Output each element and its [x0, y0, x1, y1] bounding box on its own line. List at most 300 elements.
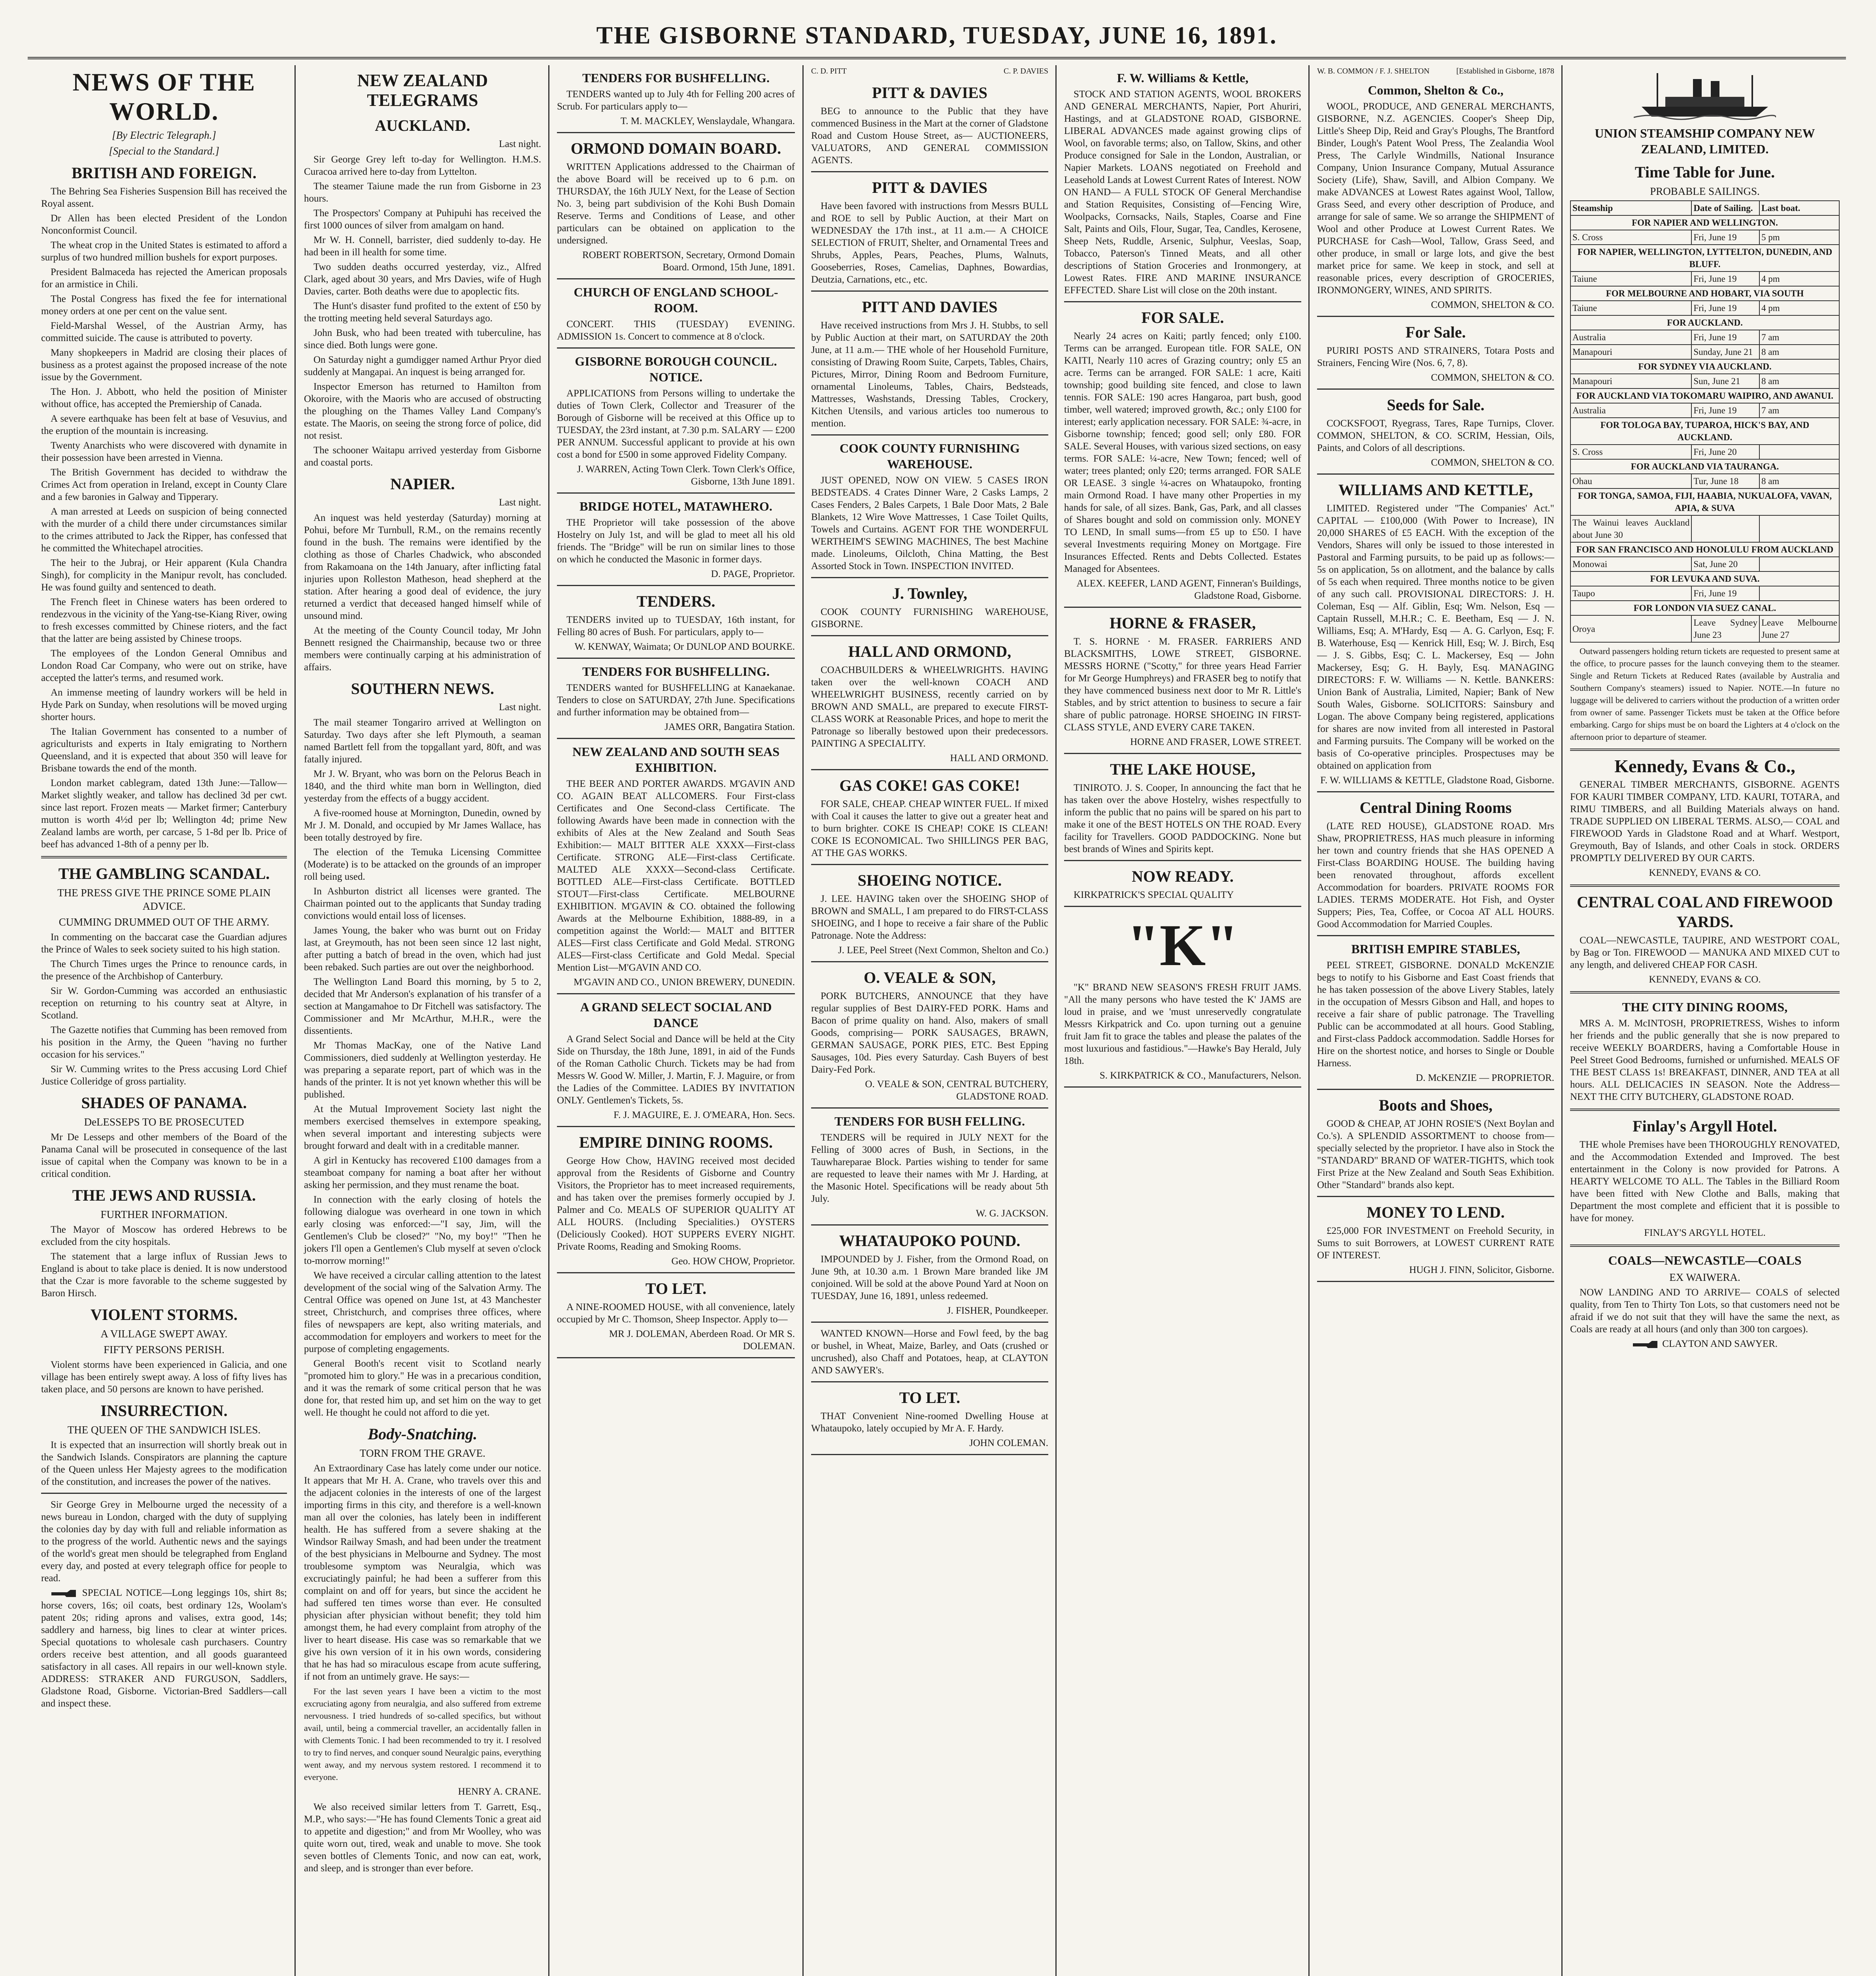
ad-text: "K" BRAND NEW SEASON'S FRESH FRUIT JAMS. "All the many persons who have tested the K' JAMS are loud in praise, and we 'must unreservedly congratulate Messrs Kirkpatrick and Co. upon turning out a genuine fruit Jam fit to grace the tables and please the palates of the most luxurious and fastidious."—Hawke's Bay Herald, July 18th. — [1064, 982, 1301, 1066]
ad-divider — [1064, 753, 1301, 754]
table-cell: S. Cross — [1570, 230, 1691, 245]
table-row — [1570, 403, 1839, 418]
ad-heading: HORNE & FRASER, — [1109, 614, 1256, 632]
advertisement — [1317, 395, 1554, 475]
news-paragraph: It is expected that an insurrection will shortly break out in the Sandwich Islands. Conspirators are planning the capture of the Queen unless Her Majesty agrees to the modification of the constitution, and increases the power of the natives. — [41, 1440, 287, 1487]
news-title: NEWS OF THE WORLD. — [72, 68, 256, 125]
name-right: C. P. DAVIES — [1004, 67, 1048, 75]
ad-heading: GAS COKE! GAS COKE! — [839, 777, 1020, 794]
table-row — [1570, 557, 1839, 571]
table-cell: 8 am — [1759, 345, 1839, 359]
ad-text: A NINE-ROOMED HOUSE, with all convenience, lately occupied by Mr C. Thomson, Sheep Inspector. Apply to— — [557, 1302, 795, 1325]
news-byline: [By Electric Telegraph.] — [112, 129, 216, 141]
ad-heading: THE LAKE HOUSE, — [1110, 760, 1255, 778]
ad-heading: NEW ZEALAND AND SOUTH SEAS EXHIBITION. — [572, 745, 779, 775]
news-special: [Special to the Standard.] — [109, 145, 219, 157]
table-cell: Fri, June 19 — [1691, 403, 1759, 418]
subheading: DeLESSEPS TO BE PROSECUTED — [84, 1116, 244, 1128]
table-cell: Tur, June 18 — [1691, 474, 1759, 488]
ads-list — [1317, 82, 1554, 1282]
table-cell — [1759, 586, 1839, 601]
ad-text: TENDERS wanted for BUSHFELLING at Kanaekanae. Tenders to close on SATURDAY, 27th June. Specifications and further information may be obtained from— — [557, 683, 795, 718]
subheading: THE QUEEN OF THE SANDWICH ISLES. — [67, 1424, 261, 1436]
ad-heading: NOW READY. — [1132, 867, 1234, 885]
ad-heading: COALS—NEWCASTLE—COALS — [1608, 1253, 1802, 1267]
route-name: FOR MELBOURNE AND HOBART, VIA SOUTH — [1570, 286, 1839, 301]
ad-text: LIMITED. Registered under "The Companies' Act." CAPITAL — £100,000 (With Power to Increase), IN 20,000 SHARES of £5 EACH. With the exception of the Vendors, Shares will only be issued to those interested in Pastoral and Farming pursuits, to be paid up as follows:—5s on application, 5s on allotment, and the balance by calls of 5s each when required. Three months notice to be given of any such call. PROVISIONAL DIRECTORS: J. H. Coleman, Esq — Alf. Giblin, Esq; Wm. Nelson, Esq — Captain Russell, M.H.R.; C. E. Beetham, Esq — J. N. Williams, Esq; A. M'Hardy, Esq — A. G. Carlyon, Esq; F. B. Waterhouse, Esq — Kenrick Hill, Esq; W. J. Birch, Esq — J. S. Gibbs, Esq; C. L. Mackersey, Esq — John Mackersey, Esq; G. H. Bayly, Esq. MANAGING DIRECTORS: F. W. Williams — N. Kettle. BANKERS: Union Bank of Australia, Limited, Napier; Bank of New South Wales, Gisborne. SOLICITORS: Sainsbury and Logan. The above Company being registered, applications for shares are now invited from all interested in Pastoral and Farming pursuits. The Company will be worked on the basis of Co-operative principles. Prospectuses may be obtained on application from — [1317, 503, 1554, 771]
column-ads-3 — [551, 65, 800, 1976]
ad-text: J. LEE. HAVING taken over the SHOEING SHOP of BROWN and SMALL, I am prepared to do FIRST-CLASS SHOEING, and I hope to receive a fair share of the Public Patronage. Note the Address: — [811, 894, 1048, 941]
table-cell: Leave Sydney June 23 — [1691, 615, 1759, 642]
ad-text: THE BEER AND PORTER AWARDS. M'GAVIN AND CO. AGAIN BEAT ALLCOMERS. Four First-class Certificates and One Second-class Certificate. The following Awards have been made in connection with the exhibits of Ales at the New Zealand and South Seas Exhibition:— MALT BITTER ALE XXXX—First-class Certificate. STRONG ALE—First-class Certificate. MALTED ALE XXXX—Second-class Certificate. BOTTLED ALE—First-class Certificate. BOTTLED STOUT—First-class Certificate. MELBOURNE EXHIBITION. M'GAVIN & CO. obtained the following Awards at the Melbourne Exhibition, 1888-89, in a competition against the World:— MALT and BITTER ALES—First class Certificate and Gold Medal. STRONG ALES—First-class Certificate and Gold Medal. Special Mention List—M'GAVIN AND CO. — [557, 779, 795, 973]
news-paragraph: An immense meeting of laundry workers will be held in Hyde Park on Sunday, when resolutions will be moved urging shorter hours. — [41, 687, 287, 722]
ad-heading: "K" — [1127, 913, 1239, 978]
advertisement — [811, 776, 1048, 865]
news-paragraph: Violent storms have been experienced in Galicia, and one village has been entirely swept away. A loss of fifty lives has taken place, and 50 persons are known to have perished. — [41, 1359, 287, 1395]
advertisement — [1317, 1203, 1554, 1282]
subheading: FIFTY PERSONS PERISH. — [104, 1344, 225, 1356]
advertisement — [811, 1327, 1048, 1382]
section-heading: INSURRECTION. — [100, 1402, 228, 1420]
route-name: FOR AUCKLAND VIA TOKOMARU WAIPIRO, AND AWANUI. — [1570, 388, 1839, 403]
ad-divider — [557, 585, 795, 586]
ad-signature: KENNEDY, EVANS & CO. — [1649, 974, 1761, 985]
ad-heading: SHOEING NOTICE. — [857, 871, 1002, 889]
ad-divider — [1317, 791, 1554, 792]
column-rule — [802, 65, 804, 1976]
news-paragraph: Sir W. Gordon-Cumming was accorded an enthusiastic reception on returning to his country seat at Altyre, in Scotland. — [41, 986, 287, 1021]
ad-signature: J. LEE, Peel Street (Next Common, Shelton and Co.) — [838, 945, 1048, 956]
advertisement — [811, 1113, 1048, 1226]
news-paragraph: A five-roomed house at Mornington, Dunedin, owned by Mr J. M. Donald, and occupied by Mr James Wallace, has been totally destroyed by fire. — [304, 808, 541, 843]
ad-signature: JAMES ORR, Bangatira Station. — [664, 722, 795, 732]
route-name: FOR LEVUKA AND SUVA. — [1570, 571, 1839, 586]
ad-text: COCKSFOOT, Ryegrass, Tares, Rape Turnips, Clover. COMMON, SHELTON, & CO. SCRIM, Hessian, Oils, Paints, and Colors of all descriptions. — [1317, 418, 1554, 453]
news-paragraph: Inspector Emerson has returned to Hamilton from Okoroire, with the Maoris who are accused of obstructing the ploughing on the Thames Valley Land Company's estate. The Maoris, on seeing the strong force of police, did not resist. — [304, 381, 541, 441]
route-row — [1570, 286, 1839, 301]
ad-divider — [811, 635, 1048, 636]
table-row — [1570, 330, 1839, 345]
table-cell: Sat, June 20 — [1691, 557, 1759, 571]
subheading: EX WAIWERA. — [1669, 1271, 1740, 1283]
ad-signature: J. WARREN, Acting Town Clerk. Town Clerk's Office, Gisborne, 13th June 1891. — [577, 464, 795, 487]
news-paragraph: We have received a circular calling attention to the latest development of the social wing of the Salvation Army. The Central Office was opened on June 1st, at 43 Manchester street, Christchurch, and comprises three offices, where files of newspapers are kept, also writing materials, and accommodation for employers and workers to meet for the purpose of completing engagements. — [304, 1270, 541, 1354]
ad-heading: Central Dining Rooms — [1359, 799, 1512, 816]
ad-heading: TENDERS FOR BUSHFELLING. — [582, 71, 770, 85]
ad-text: COACHBUILDERS & WHEELWRIGHTS. HAVING taken over the well-known COACH AND WHEELWRIGHT BUSINESS, recently carried on by BROWN AND SMALL, are prepared to execute FIRST-CLASS WORK at Reasonable Prices, and hope to merit the Patronage so liberally bestowed upon their predecessors. PAINTING A SPECIALITY. — [811, 665, 1048, 749]
table-row — [1570, 445, 1839, 459]
news-paragraph: An Extraordinary Case has lately come under our notice. It appears that Mr H. A. Crane, who travels over this and the adjacent colonies in the interests of one of the largest importing firms in this city, and therefore is a well-known man all over the colonies, has lately been in indifferent health. He has suffered from a severe shaking at the Windsor Railway Smash, and had been under the treatment of the best physicians in Melbourne and Sydney. The most troublesome symptom was Neuralgia, which was excruciatingly painful; he had been a sufferer from this complaint on and off for years, but since the accident he had suffered ten times worse than ever. He consulted physician after physician without benefit; they told him amongst them, he had every complaint from atrophy of the liver to heart disease. His case was so remarkable that we give his own version of it in his own words, considering that he has had so miraculous escape from acute suffering, if not from an untimely grave. He says:— — [304, 1463, 541, 1682]
column-header: Date of Sailing. — [1691, 201, 1759, 215]
table-row — [1570, 586, 1839, 601]
header-names — [811, 65, 1048, 77]
ad-divider — [1064, 607, 1301, 608]
news-paragraph: President Balmaceda has rejected the American proposals for an armistice in Chili. — [41, 267, 287, 290]
advertisement — [811, 297, 1048, 436]
ad-heading: WHATAUPOKO POUND. — [839, 1232, 1021, 1250]
ad-divider — [811, 434, 1048, 436]
subheading: THE PRESS GIVE THE PRINCE SOME PLAIN ADVICE. — [57, 887, 271, 912]
name-left: W. B. COMMON / F. J. SHELTON — [1317, 67, 1430, 75]
ad-signature: D. PAGE, Proprietor. — [711, 569, 795, 579]
ad-signature: D. McKENZIE — PROPRIETOR. — [1415, 1073, 1554, 1083]
table-cell: Monowai — [1570, 557, 1691, 571]
table-cell: 4 pm — [1759, 272, 1839, 286]
ad-heading: O. VEALE & SON, — [864, 969, 996, 986]
route-name: FOR NAPIER AND WELLINGTON. — [1570, 215, 1839, 230]
table-cell: Fri, June 19 — [1691, 230, 1759, 245]
ad-text: WANTED KNOWN—Horse and Fowl feed, by the bag or bushel, in Wheat, Maize, Barley, and Oats (crushed or uncrushed), also Chaff and Potatoes, heap, at CLAYTON AND SAWYER's. — [811, 1328, 1048, 1376]
table-cell: Australia — [1570, 403, 1691, 418]
advertisement — [1317, 322, 1554, 390]
ad-divider — [811, 864, 1048, 865]
news-paragraph: An inquest was held yesterday (Saturday) morning at Pohui, before Mr Turnbull, R.M., on the remains recently found in the bush. The remains were identified by the clothing as those of Charles Chadwick, who absconded from Rakamoana on the 14th January, after inflicting fatal injuries upon Rolleston Matheson, head shepherd at the station. After hearing a good deal of evidence, the jury returned a verdict that deceased hanged himself while of unsound mind. — [304, 513, 541, 621]
news-paragraphs — [41, 931, 287, 1088]
advertisement — [811, 968, 1048, 1109]
dateline: Last night. — [499, 497, 541, 508]
subheading: CUMMING DRUMMED OUT OF THE ARMY. — [59, 916, 270, 928]
advertisement — [557, 353, 795, 494]
ad-heading: Common, Shelton & Co., — [1368, 83, 1504, 97]
news-paragraph: The Gazette notifies that Cumming has been removed from his position in the Army, the Queen "having no further occasion for his services." — [41, 1025, 287, 1060]
dateline: Last night. — [499, 139, 541, 149]
ad-text: STOCK AND STATION AGENTS, WOOL BROKERS AND GENERAL MERCHANTS, Napier, Port Ahuriri, Hastings, and at GLADSTONE ROAD, GISBORNE. LIBERAL ADVANCES made against growing clips of Wool, on favorable terms; also, on Tallow, Skins, and other Produce consigned for Sale in the London, Australian, or Napier Markets. LOANS negotiated on Freehold and Leasehold Lands at Lowest Current Rates of Interest. NOW ON HAND— A FULL STOCK OF General Merchandise and Station Requisites, Consisting of—Fencing Wire, Woolpacks, Cornsacks, Nails, Staples, Coarse and Fine Salt, Paints and Oils, Flour, Sugar, Tea, Candles, Kerosene, Sheep Nets, Ruddle, Arsenic, Sulphur, Veeslas, Soap, Tobacco, Paterson's Tinned Meats, and all other descriptions of Station Groceries and Ironmongery, at Lowest Rates. FIRE AND MARINE INSURANCE EFFECTED. Share List will close on the 20th instant. — [1064, 89, 1301, 296]
ad-heading: F. W. Williams & Kettle, — [1117, 71, 1249, 85]
ad-heading: COOK COUNTY FURNISHING WAREHOUSE. — [840, 441, 1020, 471]
ad-heading: A GRAND SELECT SOCIAL AND DANCE — [580, 1000, 772, 1030]
ad-heading: THE CITY DINING ROOMS, — [1622, 1000, 1788, 1014]
advertisement — [557, 139, 795, 279]
ad-text: FOR SALE, CHEAP. CHEAP WINTER FUEL. If mixed with Coal it causes the latter to give out a greater heat and to burn brighter. COKE IS CHEAP! COKE IS CLEAN! COKE IS ECONOMICAL. Two SHILLINGS PER BAG, AT THE GAS WORKS. — [811, 799, 1048, 858]
news-paragraph: The mail steamer Tongariro arrived at Wellington on Saturday. Two days after she left Plymouth, a seaman named Bartlett fell from the topgallant yard, 80ft, and was fatally injured. — [304, 717, 541, 765]
ad-signature: COMMON, SHELTON & CO. — [1431, 457, 1554, 468]
ad-divider — [811, 961, 1048, 962]
advertisement — [1064, 912, 1301, 1088]
ad-heading: Kennedy, Evans & Co., — [1614, 756, 1795, 776]
advertisement — [1317, 1095, 1554, 1197]
route-name: FOR SYDNEY VIA AUCKLAND. — [1570, 359, 1839, 374]
advertisement — [557, 664, 795, 739]
ad-divider — [557, 1272, 795, 1273]
route-name: FOR NAPIER, WELLINGTON, LYTTELTON, DUNEDIN, AND BLUFF. — [1570, 245, 1839, 272]
route-row — [1570, 359, 1839, 374]
route-row — [1570, 571, 1839, 586]
ad-text: THE whole Premises have been THOROUGHLY RENOVATED, and the Accommodation Extended and Improved. The best entertainment in the Colony is now provided for Patrons. A HEARTY WELCOME TO ALL. The Tables in the Billiard Room have been fitted with New Clothe and Balls, making that Department the most complete and efficient that it is possible to have for money. — [1570, 1139, 1840, 1224]
advertisement — [811, 440, 1048, 578]
column-header: Last boat. — [1759, 201, 1839, 215]
dateline: Last night. — [499, 702, 541, 713]
ad-text: JUST OPENED, NOW ON VIEW. 5 CASES IRON BEDSTEADS. 4 Crates Dinner Ware, 2 Casks Lamps, 2 Cases Fenders, 2 Bales Carpets, 1 Bale Door Mats, 2 Bale Blankets, 12 Wire Wove Mattresses, 1 Case Toilet Quilts, Towels and Curtains. AGENT FOR THE WONDERFUL WERTHEIM'S SEWING MACHINES, The best Machine made. Linoleums, Oilcloth, China Matting, the Best Assorted Stock in Town. INSPECTION INVITED. — [811, 475, 1048, 571]
advertisement — [811, 83, 1048, 172]
ad-text: TENDERS will be required in JULY NEXT for the Felling of 3000 acres of Bush, in Sections, in the Tauwhareparae Block. Parties wishing to tender for same are requested to leave their names with Mr J. Harding, at the Masonic Hotel. Specifications will be ready about 5th July. — [811, 1132, 1048, 1204]
ad-divider — [811, 1224, 1048, 1226]
news-paragraph: Mr De Lesseps and other members of the Board of the Panama Canal will be prosecuted in consequence of the last issue of capital when the Company was known to be in a critical condition. — [41, 1132, 287, 1179]
section-heading: SHADES OF PANAMA. — [81, 1094, 247, 1112]
ad-divider — [557, 492, 795, 494]
table-cell: Sun, June 21 — [1691, 374, 1759, 388]
ad-text: COAL—NEWCASTLE, TAUPIRE, AND WESTPORT COAL, by Bag or Ton. FIREWOOD — MANUKA AND MIXED CUT to any length, and delivered CHEAP FOR CASH. — [1570, 935, 1840, 970]
table-cell: Leave Melbourne June 27 — [1759, 615, 1839, 642]
table-cell: Ohau — [1570, 474, 1691, 488]
ad-signature: KENNEDY, EVANS & CO. — [1649, 867, 1761, 878]
news-paragraph: The heir to the Jubraj, or Heir apparent (Kula Chandra Singh), for complicity in the Manipur revolt, has concluded. He was found guilty and sentenced to death. — [41, 558, 287, 593]
ad-divider — [1317, 1281, 1554, 1282]
ad-text: IMPOUNDED by J. Fisher, from the Ormond Road, on June 9th, at 10.30 a.m. 1 Brown Mare branded like JM conjoined. Will be sold at the above Pound Yard at Noon on TUESDAY, June 16, 1891, unless redeemed. — [811, 1254, 1048, 1301]
ad-text: COOK COUNTY FURNISHING WAREHOUSE, GISBORNE. — [811, 607, 1048, 630]
advertisement — [1317, 798, 1554, 936]
ad-divider — [1317, 388, 1554, 390]
ad-divider — [1064, 301, 1301, 302]
route-row — [1570, 315, 1839, 330]
ad-text: Have received instructions from Mrs J. H. Stubbs, to sell by Public Auction at their mart, on SATURDAY the 20th June, at 11 a.m.— THE whole of her Household Furniture, consisting of Drawing Room Suite, Carpets, Tables, Chairs, Pictures, Mirror, Dining Room and Bedroom Furniture, ornamental Linoleums, Tables, Chairs, Bedsteads, Mattresses, Washstands, Dressing Tables, Crockery, Kitchen Utensils, and various articles too numerous to mention. — [811, 320, 1048, 429]
news-paragraph: General Booth's recent visit to Scotland nearly "promoted him to glory." He was in a precarious condition, and it was the remark of some critical person that he was done for, that rested him up, and set him on the way to get well. He thought he could not afford to die yet. — [304, 1358, 541, 1418]
ad-text: APPLICATIONS from Persons willing to undertake the duties of Town Clerk, Collector and Treasurer of the Borough of Gisborne will be received at this Office up to TUESDAY, the 23rd instant, at 7.30 p.m. SALARY — £200 PER ANNUM. Successful applicant to provide at his own cost a bond for £500 in some approved Fidelity Company. — [557, 388, 795, 460]
column-ads-6 — [1312, 65, 1560, 1976]
ad-signature: O. VEALE & SON, CENTRAL BUTCHERY, GLADSTONE ROAD. — [865, 1079, 1048, 1102]
ad-signature: FINLAY'S ARGYLL HOTEL. — [1644, 1227, 1766, 1238]
ad-heading: BRITISH EMPIRE STABLES, — [1351, 942, 1520, 956]
ad-divider — [1317, 316, 1554, 317]
advertisement — [557, 592, 795, 659]
ad-divider — [1317, 1089, 1554, 1090]
ad-text: PURIRI POSTS AND STRAINERS, Totara Posts and Strainers, Fencing Wire (Nos. 6, 7, 8). — [1317, 345, 1554, 368]
table-cell: 4 pm — [1759, 301, 1839, 315]
route-row — [1570, 215, 1839, 230]
ad-signature — [1570, 1338, 1840, 1350]
subheading: TORN FROM THE GRAVE. — [359, 1447, 486, 1459]
ad-text: £25,000 FOR INVESTMENT on Freehold Security, in Sums to suit Borrowers, at LOWEST CURRENT RATE OF INTEREST. — [1317, 1226, 1554, 1261]
ad-divider — [1064, 906, 1301, 907]
ad-divider — [1317, 1196, 1554, 1197]
ad-divider — [1064, 860, 1301, 861]
route-row — [1570, 459, 1839, 474]
ad-signature: S. KIRKPATRICK & CO., Manufacturers, Nelson. — [1099, 1070, 1301, 1081]
section-heading: THE GAMBLING SCANDAL. — [58, 865, 270, 882]
news-paragraph: On Saturday night a gumdigger named Arthur Pryor died suddenly at Mangapai. An inquest is being arranged for. — [304, 354, 541, 377]
ad-text: BEG to announce to the Public that they have commenced Business in the Mart at the corner of Gladstone Road and Custom House Street, as— AUCTIONEERS, VALUATORS, AND GENERAL COMMISSION AGENTS. — [811, 106, 1048, 166]
table-cell — [1691, 515, 1759, 542]
table-cell: Fri, June 19 — [1691, 272, 1759, 286]
route-name: FOR LONDON VIA SUEZ CANAL. — [1570, 601, 1839, 615]
ad-text: KIRKPATRICK'S SPECIAL QUALITY — [1074, 890, 1234, 900]
ad-signature-text: CLAYTON AND SAWYER. — [1662, 1339, 1778, 1349]
news-paragraph: In commenting on the baccarat case the Guardian adjures the Prince of Wales to seek society suited to his high station. — [41, 932, 287, 955]
advertisement — [1317, 941, 1554, 1090]
ad-text: WRITTEN Applications addressed to the Chairman of the above Board will be received up to 6 p.m. on THURSDAY, the 16th JULY Next, for the Lease of Section No. 3, being part subdivision of the Kohi Bush Domain Reserve. Terms and Conditions of Lease, and other particulars can be obtained on application to the undersigned. — [557, 162, 795, 246]
ad-heading: GISBORNE BOROUGH COUNCIL. NOTICE. — [575, 354, 777, 384]
ad-divider — [811, 1381, 1048, 1382]
news-paragraph: The schooner Waitapu arrived yesterday from Gisborne and coastal ports. — [304, 445, 541, 468]
news-paragraph: The statement that a large influx of Russian Jews to England is about to take place is denied. It is now understood that the Czar is more favorable to the scheme suggested by Baron Hirsch. — [41, 1251, 287, 1299]
table-cell — [1759, 445, 1839, 459]
timetable-title: Time Table for June. — [1634, 163, 1775, 181]
news-paragraph: Sir George Grey left to-day for Wellington. H.M.S. Curacoa arrived here to-day from Lyttelton. — [304, 154, 541, 177]
table-cell: Sunday, June 21 — [1691, 345, 1759, 359]
table-cell: 8 am — [1759, 374, 1839, 388]
advertisement — [811, 584, 1048, 636]
ad-text: GOOD & CHEAP, AT JOHN ROSIE'S (Next Boylan and Co.'s). A SPLENDID ASSORTMENT to choose from—specially selected by the proprietor. I have also in Stock the "STANDARD" BRAND OF WATER-TIGHTS, which took First Prize at the New Zealand and South Seas Exhibition. Other "Standard" brands also kept. — [1317, 1118, 1554, 1190]
news-paragraph: The Postal Congress has fixed the fee for international money orders at one per cent on the value sent. — [41, 294, 287, 317]
advertisement — [1064, 308, 1301, 608]
route-row — [1570, 488, 1839, 515]
table-row — [1570, 345, 1839, 359]
ad-text: CONCERT. THIS (TUESDAY) EVENING. ADMISSION 1s. Concert to commence at 8 o'clock. — [557, 319, 795, 342]
news-paragraph: A girl in Kentucky has recovered £100 damages from a steamboat company for naming a boat after her without asking her permission, and they must rename the boat. — [304, 1155, 541, 1190]
subheading: PROBABLE SAILINGS. — [1650, 185, 1760, 197]
ad-divider — [557, 132, 795, 133]
ad-divider — [1317, 473, 1554, 475]
table-cell: Australia — [1570, 330, 1691, 345]
news-paragraph: The Mayor of Moscow has ordered Hebrews to be excluded from the city hospitals. — [41, 1224, 287, 1247]
section-heading: SOUTHERN NEWS. — [351, 680, 494, 698]
news-paragraph: The Italian Government has consented to a number of agriculturists and experts in Italy emigrating to Northern Queensland, and it is expected that about 350 will leave for Brisbane towards the end of the month. — [41, 726, 287, 774]
column-news-of-the-world — [36, 65, 293, 1976]
special-notice-text: SPECIAL NOTICE—Long leggings 10s, shirt 8s; horse covers, 16s; oil coats, best ordinary 12s, Woolam's patent 20s; riding aprons and valises, extra good, 14s; saddlery and harness, big lines to clear at winter prices. Special quotations to wholesale cash purchasers. Country orders receive best attention, and all goods guaranteed satisfactory in all cases. All repairs in our well-known style. ADDRESS: STRAKER AND FURGUSON, Saddlers, Gladstone Road, Gisborne. Victorian-Bred Saddlers—call and inspect these. — [41, 1588, 287, 1709]
ad-divider — [811, 1322, 1048, 1323]
advertisement — [811, 178, 1048, 292]
advertisement — [811, 871, 1048, 962]
news-paragraph: Sir George Grey in Melbourne urged the necessity of a news bureau in London, charged with the duty of supplying the colonies day by day with full and reliable information as to the progress of the world. Authentic news and the sayings of the world's great men should be telegraphed from England every day, and posted at every telegraph office for people to read. — [41, 1499, 287, 1584]
column-ads-4 — [806, 65, 1054, 1976]
ad-text: THE Proprietor will take possession of the above Hostelry on July 1st, and will be glad to meet all his old friends. The "Bridge" will be run on similar lines to those on which he conducted the Masonic in former days. — [557, 517, 795, 565]
ad-text: T. S. HORNE · M. FRASER. FARRIERS AND BLACKSMITHS, LOWE STREET, GISBORNE. MESSRS HORNE ("Scotty," for three years Head Farrier for Mr George Humphreys) and FRASER beg to notify that they have commenced business next door to Mr R. Little's Stables, and by strict attention to business to secure a fair share of public patronage. HORSE SHOEING IN FIRST-CLASS STYLE, AND EVERY CARE TAKEN. — [1064, 636, 1301, 733]
ad-signature: JOHN COLEMAN. — [969, 1438, 1048, 1448]
news-paragraph: The employees of the London General Omnibus and London Road Car Company, who were out on strike, have accepted the latter's terms, and resumed work. — [41, 648, 287, 683]
table-cell: Fri, June 19 — [1691, 586, 1759, 601]
ad-heading: ORMOND DOMAIN BOARD. — [570, 140, 781, 157]
subheading: FURTHER INFORMATION. — [100, 1209, 228, 1220]
advertisement — [557, 284, 795, 349]
ad-heading: PITT & DAVIES — [872, 179, 987, 196]
news-paragraph: Dr Allen has been elected President of the London Nonconformist Council. — [41, 213, 287, 236]
ad-text: WOOL, PRODUCE, AND GENERAL MERCHANTS, GISBORNE, N.Z. AGENCIES. Cooper's Sheep Dip, Little's Sheep Dip, Reid and Gray's Ploughs, The Brantford Binder, Lough's Patent Wool Press, The Zealandia Wool Press, The Carlyle Windmills, National Insurance Company, Union Insurance Company, Mutual Assurance Society (Life), Shaw, Savill, and Albion Company. We make ADVANCES at Lowest Rates against Wool, Tallow, Grass Seed, and every other description of Produce, and arrange for sale of same. We so arrange the SHIPMENT of Wool and other Produce at Lowest Current Rates. We PURCHASE for Cash—Wool, Tallow, Grass Seed, and other produce, in small or large lots, and give the best market price for same. We keep in stock, and sell at reasonable prices, every description of GROCERIES, IRONMONGERY, WINES, AND SPIRITS. — [1317, 101, 1554, 296]
table-cell: Fri, June 19 — [1691, 301, 1759, 315]
column-ads-5 — [1059, 65, 1307, 1976]
news-paragraph: Mr W. H. Connell, barrister, died suddenly to-day. He had been in ill health for some time. — [304, 235, 541, 258]
pointing-hand-icon — [51, 1588, 78, 1599]
name-right: [Established in Gisborne, 1878 — [1456, 67, 1554, 75]
name-left: C. D. PITT — [811, 67, 847, 75]
ad-text: (LATE RED HOUSE), GLADSTONE ROAD. Mrs Shaw, PROPRIETRESS, HAS much pleasure in informing her town and country friends that she HAS OPENED A First-Class BOARDING HOUSE. The building having been renovated throughout, affords excellent Accommodation for boarders. PRIVATE ROOMS FOR LADIES. TERMS MODERATE. Hot Fish, and Oyster Suppers; Pies, Tea, Coffee, or Cocoa AT ALL HOURS. Good Accommodation for Married Couples. — [1317, 821, 1554, 930]
header-names — [1317, 65, 1554, 77]
table-cell: 5 pm — [1759, 230, 1839, 245]
ad-divider — [811, 1454, 1048, 1455]
route-name: FOR AUCKLAND VIA TAURANGA. — [1570, 459, 1839, 474]
news-paragraph: London market cablegram, dated 13th June:—Tallow—Market slightly weaker, and tallow has declined 3d per cwt. since last report. Frozen meats — Market firmer; Canterbury mutton is worth 4½d per lb; Wellington 4d; prime New Zealand lambs are worth, per carcase, 5 1-8d per lb. Price of beef has advanced 1-8th of a penny per lb. — [41, 778, 287, 850]
advertisement — [1317, 480, 1554, 792]
route-name: FOR SAN FRANCISCO AND HONOLULU FROM AUCKLAND — [1570, 542, 1839, 557]
column-rule — [1308, 65, 1310, 1976]
news-paragraph: Twenty Anarchists who were discovered with dynamite in their possession have been arrested in Vienna. — [41, 440, 287, 463]
table-cell — [1759, 557, 1839, 571]
section-heading: NAPIER. — [390, 475, 455, 493]
ad-signature: HORNE AND FRASER, LOWE STREET. — [1130, 737, 1301, 747]
ad-divider — [811, 769, 1048, 770]
news-paragraph: The Hon. J. Abbott, who held the position of Minister without office, has accepted the Premiership of Canada. — [41, 387, 287, 409]
route-row — [1570, 388, 1839, 403]
ad-heading: TO LET. — [645, 1280, 707, 1297]
column-nz-telegrams — [298, 65, 547, 1976]
ad-text: TENDERS wanted up to July 4th for Felling 200 acres of Scrub. For particulars apply to— — [557, 89, 795, 112]
ad-text: PEEL STREET, GISBORNE. DONALD McKENZIE begs to notify to his Gisborne and East Coast friends that he has taken possession of the above Livery Stables, lately in the occupation of Messrs Gibson and Hall, and hopes to receive a fair share of public patronage. The Travelling Public can be accommodated at all hours. Good Stabling, and First-class Paddock accommodation. Saddle Horses for Hire on the shortest notice, and horses to Single or Double Harness. — [1317, 960, 1554, 1069]
ad-divider — [557, 1357, 795, 1358]
subheading: A VILLAGE SWEPT AWAY. — [100, 1328, 228, 1340]
advertisement — [811, 1388, 1048, 1455]
ad-divider — [557, 347, 795, 349]
table-row — [1570, 515, 1839, 542]
table-cell: Fri, June 20 — [1691, 445, 1759, 459]
section-heading: THE JEWS AND RUSSIA. — [72, 1186, 256, 1204]
news-paragraph: The Behring Sea Fisheries Suspension Bill has received the Royal assent. — [41, 186, 287, 209]
ad-text: A Grand Select Social and Dance will be held at the City Side on Thursday, the 18th June, 1891, in aid of the Funds of the Roman Catholic Church. Tickets may be had from Messrs W. Good W. Miller, J. Martin, F. J. Maguire, or from the Ladies of the Committee. LADIES BY INVITATION ONLY. Gentlemen's Tickets, 5s. — [557, 1034, 795, 1106]
news-paragraphs — [304, 512, 541, 673]
news-paragraph: In Ashburton district all licenses were granted. The Chairman pointed out to the applicants that Sunday trading convictions would entail loss of licenses. — [304, 886, 541, 921]
masthead: THE GISBORNE STANDARD, TUESDAY, JUNE 16, 1891. — [28, 12, 1846, 59]
news-paragraphs — [41, 185, 287, 850]
ad-heading: Seeds for Sale. — [1387, 396, 1485, 414]
advertisement — [557, 1279, 795, 1358]
route-name: FOR TONGA, SAMOA, FIJI, HAABIA, NUKUALOFA, VAVAN, APIA, & SUVA — [1570, 488, 1839, 515]
ad-text: Have been favored with instructions from Messrs BULL and ROE to sell by Public Auction, at their Mart on WEDNESDAY the 17th inst., at 11 a.m.— A CHOICE SELECTION of FRUIT, Shelter, and Ornamental Trees and Shrubs, Apples, Pears, Peaches, Plums, Walnuts, Gooseberries, Roses, Camelias, Daphnes, Bowardias, Deutzia, Carnations, etc., etc. — [811, 201, 1048, 285]
ad-signature: J. FISHER, Poundkeeper. — [947, 1305, 1048, 1316]
news-paragraph: The British Government has decided to withdraw the Crimes Act from operation in Ireland, except in County Clare and a few baronies in Galway and Tipperary. — [41, 467, 287, 502]
news-paragraph: James Young, the baker who was burnt out on Friday last, at Greymouth, has not been seen since 12 last night, after putting a batch of bread in the oven, which had just been rebaked. Such parties are out over the neighborhood. — [304, 925, 541, 973]
ad-signature: F. W. WILLIAMS & KETTLE, Gladstone Road, Gisborne. — [1320, 775, 1554, 786]
section-heading: VIOLENT STORMS. — [91, 1306, 238, 1324]
news-paragraph: Many shopkeepers in Madrid are closing their places of business as a protest against the proposed increase of the note issue by the Government. — [41, 347, 287, 383]
news-paragraph: A man arrested at Leeds on suspicion of being connected with the murder of a child there under circumstances similar to the crimes attributed to Jack the Ripper, has confessed that he committed the Whitechapel atrocities. — [41, 506, 287, 554]
table-cell: Manapouri — [1570, 345, 1691, 359]
ad-text: MRS A. M. McINTOSH, PROPRIETRESS, Wishes to inform her friends and the public generally that she is now prepared to receive WEEKLY BOARDERS, having a Comfortable House in Peel Street Good Bedrooms, furnished or unfurnished. MEALS OF THE BEST CLASS 1s! BREAKFAST, DINNER, AND TEA at all hours. ALL DELICACIES IN SEASON. Note the Address— NEXT THE CITY BUTCHERY, GLADSTONE ROAD. — [1570, 1018, 1840, 1102]
advertisement — [1064, 867, 1301, 907]
table-cell: Taupo — [1570, 586, 1691, 601]
advertisement — [557, 498, 795, 586]
news-paragraphs — [304, 153, 541, 469]
news-paragraph: The wheat crop in the United States is estimated to afford a surplus of two hundred million bushels for export purposes. — [41, 240, 287, 263]
usc-title: UNION STEAMSHIP COMPANY NEW ZEALAND, LIMITED. — [1595, 126, 1815, 156]
ad-signature: ROBERT ROBERTSON, Secretary, Ormond Domain Board. Ormond, 15th June, 1891. — [582, 250, 795, 273]
table-cell: The Wainui leaves Auckland about June 30 — [1570, 515, 1691, 542]
route-name: FOR AUCKLAND. — [1570, 315, 1839, 330]
advertisement — [1317, 82, 1554, 317]
ad-divider — [557, 658, 795, 659]
ad-divider — [557, 1126, 795, 1127]
news-paragraph: A severe earthquake has been felt at base of Vesuvius, and the eruption of the mountain is increasing. — [41, 413, 287, 436]
ad-heading: TO LET. — [899, 1389, 961, 1407]
route-row — [1570, 601, 1839, 615]
ad-signature: T. M. MACKLEY, Wenslaydale, Whangara. — [620, 116, 795, 126]
ad-heading: CENTRAL COAL AND FIREWOOD YARDS. — [1577, 893, 1833, 931]
ad-divider — [557, 278, 795, 279]
ad-heading: Boots and Shoes, — [1379, 1096, 1493, 1114]
steamship-icon — [1634, 69, 1776, 121]
ad-signature: COMMON, SHELTON & CO. — [1431, 372, 1554, 383]
news-paragraph: The election of the Temuka Licensing Committee (Moderate) is to be attacked on the grounds of an improper roll being used. — [304, 847, 541, 882]
news-paragraph: The Hunt's disaster fund profited to the extent of £50 by the trotting meeting held several Saturdays ago. — [304, 301, 541, 324]
ad-heading: EMPIRE DINING ROOMS. — [579, 1133, 773, 1151]
table-cell: 7 am — [1759, 403, 1839, 418]
ad-signature: HUGH J. FINN, Solicitor, Gisborne. — [1409, 1265, 1554, 1275]
pointing-hand-icon — [1632, 1339, 1660, 1350]
ad-signature: ALEX. KEEFER, LAND AGENT, Finneran's Buildings, Gladstone Road, Gisborne. — [1076, 578, 1301, 601]
ad-divider — [1064, 1086, 1301, 1088]
table-row — [1570, 615, 1839, 642]
table-cell: 7 am — [1759, 330, 1839, 345]
column-rule — [294, 65, 296, 1976]
ad-divider — [1317, 935, 1554, 936]
ad-text: Nearly 24 acres on Kaiti; partly fenced; only £100. Terms can be arranged. European title. FOR SALE, ON KAITI, Nearly 110 acres of Grazing country; only £5 an acre. Terms can be arranged. FOR SALE: 1 acre, Kaiti township; good building site fenced, and close to lawn tennis. FOR SALE: 190 acres Hangaroa, part bush, good timber, well watered; improved growth, &c.; only £100 for interest; early application necessary. FOR SALE: ¾-acre, in Gisborne township; fenced; good sell; only £80. FOR SALE. Several Houses, with various sized sections, on easy terms. FOR SALE: ¼-acre, New Town; fenced; well of water; trees planted; only £20; terms arranged. FOR SALE OR LEASE. 3 single ¼-acres on Whataupoko, fronting main Ormond Road. I have many other Properties in my hands for sale, of all sizes. Bank, Gas, Park, and all classes of Shares bought and sold on commission only. MONEY TO LEND, In small sums—from £5 up to £50. I have several Investments requiring Money on Mortgage. Fire Insurances Effected. Rents and Debts Collected. Estates Managed for Absentees. — [1064, 331, 1301, 574]
ad-heading: MONEY TO LEND. — [1366, 1203, 1505, 1221]
